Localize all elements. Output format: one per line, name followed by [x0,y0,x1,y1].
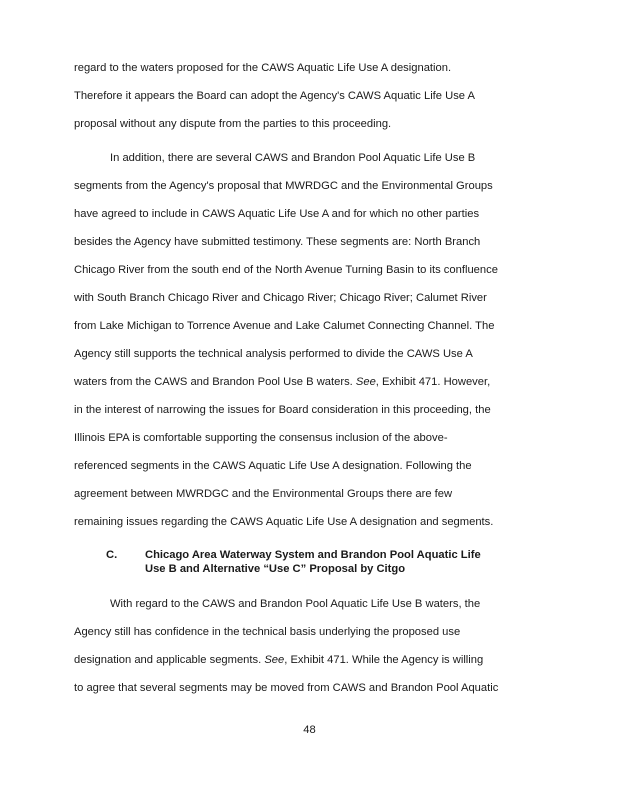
text-line: agreement between MWRDGC and the Environmental Groups there are few [74,488,453,500]
text-line: remaining issues regarding the CAWS Aquatic Life Use A designation and segments. [74,516,494,528]
text-line: In addition, there are several CAWS and Brandon Pool Aquatic Life Use B [110,152,476,164]
text-line: to agree that several segments may be moved from CAWS and Brandon Pool Aquatic [74,682,499,694]
text-span: waters from the CAWS and Brandon Pool Use B waters. [74,376,356,388]
text-line [74,375,544,389]
text-span: designation and applicable segments. [74,654,265,666]
text-line: referenced segments in the CAWS Aquatic Life Use A designation. Following the [74,460,472,472]
text-span: , Exhibit 471. While the Agency is willing [284,654,484,666]
text-line: have agreed to include in CAWS Aquatic Life Use A and for which no other parties [74,208,480,220]
text-line: Therefore it appears the Board can adopt the Agency's CAWS Aquatic Life Use A [74,90,475,102]
text-line: With regard to the CAWS and Brandon Pool Aquatic Life Use B waters, the [110,598,481,610]
text-line: Agency still has confidence in the technical basis underlying the proposed use [74,626,461,638]
text-line: proposal without any dispute from the parties to this proceeding. [74,118,392,130]
text-line: in the interest of narrowing the issues for Board consideration in this proceeding, the [74,404,491,416]
text-line: regard to the waters proposed for the CAWS Aquatic Life Use A designation. [74,62,452,74]
text-line: Illinois EPA is comfortable supporting the consensus inclusion of the above- [74,432,448,444]
text-line: Agency still supports the technical analysis performed to divide the CAWS Use A [74,348,473,360]
text-line: with South Branch Chicago River and Chicago River; Chicago River; Calumet River [74,292,487,304]
text-line [74,653,544,667]
text-line: from Lake Michigan to Torrence Avenue and Lake Calumet Connecting Channel. The [74,320,495,332]
text-line: Chicago River from the south end of the North Avenue Turning Basin to its confluence [74,264,498,276]
section-heading-line: Chicago Area Waterway System and Brandon Pool Aquatic Life [145,549,481,561]
citation-signal: See [355,376,376,388]
text-line: besides the Agency have submitted testimony. These segments are: North Branch [74,236,481,248]
text-span: , Exhibit 471. However, [375,376,491,388]
citation-signal: See [264,654,285,666]
text-line: segments from the Agency's proposal that MWRDGC and the Environmental Groups [74,180,493,192]
section-letter: C. [106,549,118,561]
section-heading-line: Use B and Alternative “Use C” Proposal by Citgo [145,563,406,575]
page-number: 48 [303,724,316,736]
